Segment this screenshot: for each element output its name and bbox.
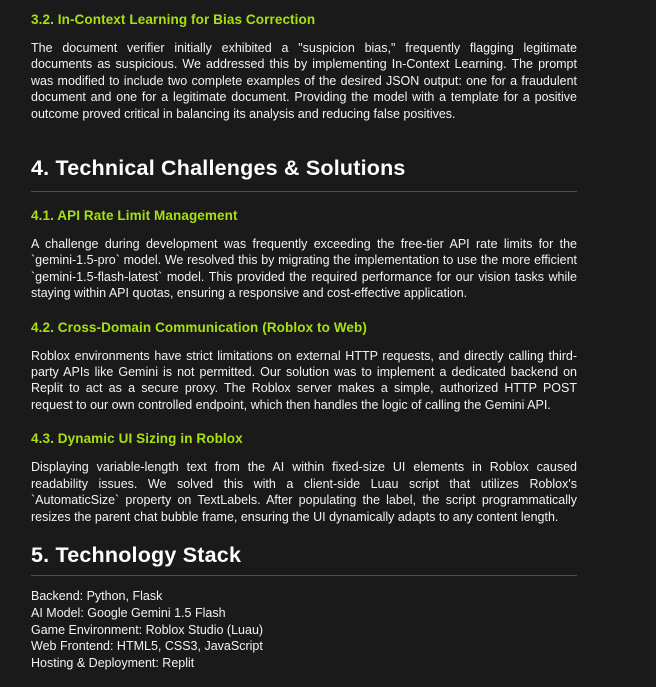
subsection-4-2-body: Roblox environments have strict limitations on external HTTP requests, and directly calling third-party APIs like Gemini is not permitted. Our solution was to implement a dedicated backend on Replit to act as a secure proxy. The Roblox server makes a simple, authorized HTTP POST request to our own controlled endpoint, which then handles the logic of calling the Gemini API. bbox=[31, 348, 577, 412]
section-5-title: 5. Technology Stack bbox=[31, 542, 242, 567]
tech-stack-item-hosting: Hosting & Deployment: Replit bbox=[31, 656, 195, 671]
section-4-title: 4. Technical Challenges & Solutions bbox=[31, 156, 406, 181]
section-5-divider bbox=[31, 575, 577, 576]
tech-stack-item-game-environment: Game Environment: Roblox Studio (Luau) bbox=[31, 622, 264, 637]
section-3-2-heading: 3.2. In-Context Learning for Bias Correction bbox=[31, 12, 316, 27]
tech-stack-item-web-frontend: Web Frontend: HTML5, CSS3, JavaScript bbox=[31, 639, 263, 654]
subsection-4-3-heading: 4.3. Dynamic UI Sizing in Roblox bbox=[31, 431, 243, 447]
tech-stack-list bbox=[31, 588, 577, 672]
section-3-2-body: The document verifier initially exhibited a "suspicion bias," frequently flagging legitimate documents as suspicious. We addressed this by implementing In-Context Learning. The prompt was modified to include two complete examples of the desired JSON output: one for a fraudulent document and one for a legitimate document. Providing the model with a template for a positive outcome proved critical in balancing its analysis and reducing false positives. bbox=[31, 41, 577, 121]
tech-stack-item-ai-model: AI Model: Google Gemini 1.5 Flash bbox=[31, 605, 226, 620]
tech-stack-item-backend: Backend: Python, Flask bbox=[31, 588, 163, 603]
subsection-4-1-body: A challenge during development was frequently exceeding the free-tier API rate limits for the `gemini-1.5-pro` model. We resolved this by migrating the implementation to use the more efficient `gemini-1.5-flash-latest` model. This provided the required performance for our vision tasks while staying within API quotas, ensuring a responsive and cost-effective application. bbox=[31, 237, 577, 301]
subsection-4-3-body: Displaying variable-length text from the AI within fixed-size UI elements in Roblox caused readability issues. We solved this with a client-side Luau script that utilizes Roblox's `AutomaticSize` property on TextLabels. After populating the label, the script programmatically resizes the parent chat bubble frame, ensuring the UI dynamically adapts to any content length. bbox=[31, 460, 577, 524]
subsection-4-2-heading: 4.2. Cross-Domain Communication (Roblox to Web) bbox=[31, 319, 367, 335]
section-4-divider bbox=[31, 191, 577, 192]
subsection-4-1-heading: 4.1. API Rate Limit Management bbox=[31, 208, 238, 224]
